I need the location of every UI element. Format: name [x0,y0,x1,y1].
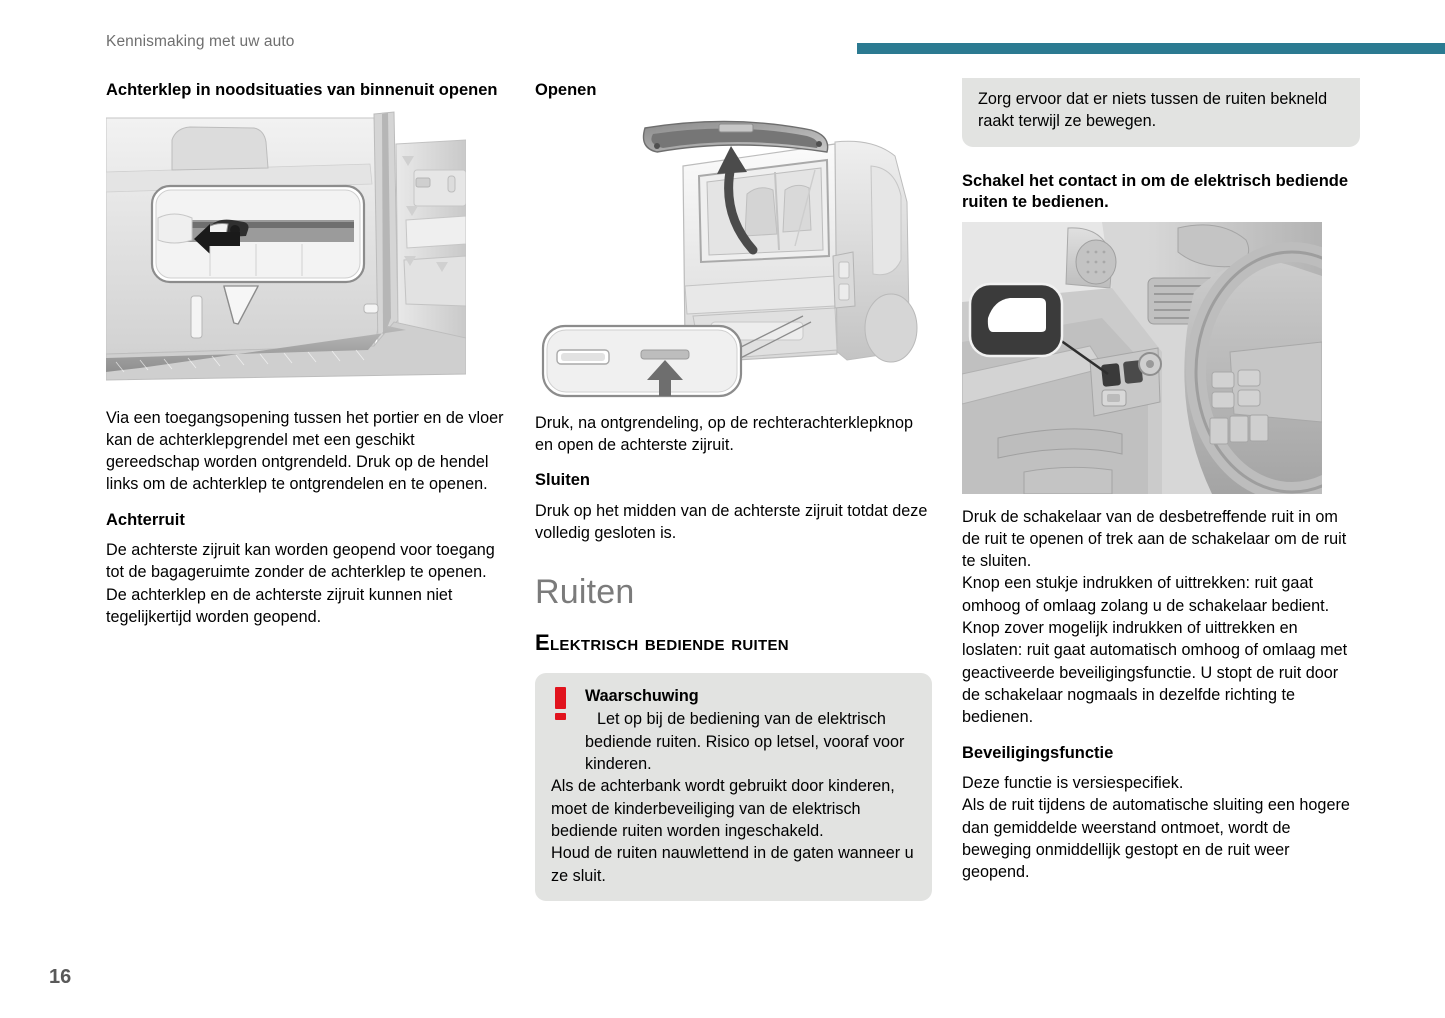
warning-line-1: Let op bij de bediening van de elektrisch bediende ruiten. Risico op letsel, vooraf voor kinderen. [585,710,905,774]
paragraph-rear-window: De achterste zijruit kan worden geopend voor toegang tot de bagageruimte zonder de achterklep te openen. De achterklep en de achterste zijruit kunnen niet tegelijkertijd worden geopend. [106,541,495,627]
warning-title: Waarschuwing [585,687,699,706]
section-title-ruiten: Ruiten [535,573,635,612]
paragraph-open-instruction: Druk, na ontgrendeling, op de rechterachterklepknop en open de achterste zijruit. [535,413,913,454]
heading-sluiten: Sluiten [535,471,591,490]
paragraph-full-press: Knop zover mogelijk indrukken of uittrekken en loslaten: ruit gaat automatisch omhoog of omlaag met geactiveerde beveiligingsfunctie. U stopt de ruit door de schakelaar nogmaals in dezelfde richting te bedienen. [962,619,1348,727]
tailgate-latch-illustration [106,110,466,393]
subsection-title-electric-windows: Elektrisch bediende ruiten [535,630,789,656]
paragraph-partial-press: Knop een stukje indrukken of uittrekken: ruit gaat omhoog of omlaag zolang u de schakelaar bedient. [962,574,1330,615]
heading-openen: Openen [535,81,597,99]
rear-hatch-illustration [535,110,920,400]
column-left [106,80,506,642]
column-right [962,78,1360,898]
page-number: 16 [49,966,72,988]
paragraph-version-specific: Deze functie is versiespecifiek. [962,774,1184,793]
exclamation-mark-icon [555,687,566,720]
figure-rear-hatch [535,110,920,400]
window-switch-illustration [962,222,1322,494]
paragraph-resistance-detect: Als de ruit tijdens de automatische sluiting een hogere dan gemiddelde weerstand ontmoet, wordt de beweging onmiddellijk gestopt en de ruit weer geopend. [962,796,1350,882]
header-rule [857,43,1445,54]
figure-tailgate-latch [106,110,466,393]
paragraph-close-instruction: Druk op het midden van de achterste zijruit totdat deze volledig gesloten is. [535,501,928,542]
running-head: Kennismaking met uw auto [106,33,295,50]
heading-rear-window: Achterruit [106,510,185,529]
heading-ignition-on: Schakel het contact in om de elektrisch bediende ruiten te bedienen. [962,171,1349,212]
note-continued-text: Zorg ervoor dat er niets tussen de ruiten bekneld raakt terwijl ze bewegen. [978,90,1328,131]
heading-tailgate-emergency: Achterklep in noodsituaties van binnenuit openen [106,81,498,99]
warning-box [535,673,932,901]
warning-line-3: Houd de ruiten nauwlettend in de gaten wanneer u ze sluit. [551,844,914,885]
column-middle [535,80,932,901]
figure-window-switches [962,222,1322,494]
paragraph-switch-operation: Druk de schakelaar van de desbetreffende ruit in om de ruit te openen of trek aan de schakelaar om de ruit te sluiten. [962,507,1347,571]
paragraph-tailgate-access: Via een toegangsopening tussen het portier en de vloer kan de achterklepgrendel met een geschikt gereedschap worden ontgrendeld. Druk op de hendel links om de achterklep te ontgrendelen en te openen. [106,408,504,494]
warning-line-2: Als de achterbank wordt gebruikt door kinderen, moet de kinderbeveiliging van de elektrisch bediende ruiten worden ingeschakeld. [551,777,895,840]
note-continued-box [962,78,1360,147]
heading-safety-function: Beveiligingsfunctie [962,743,1114,762]
